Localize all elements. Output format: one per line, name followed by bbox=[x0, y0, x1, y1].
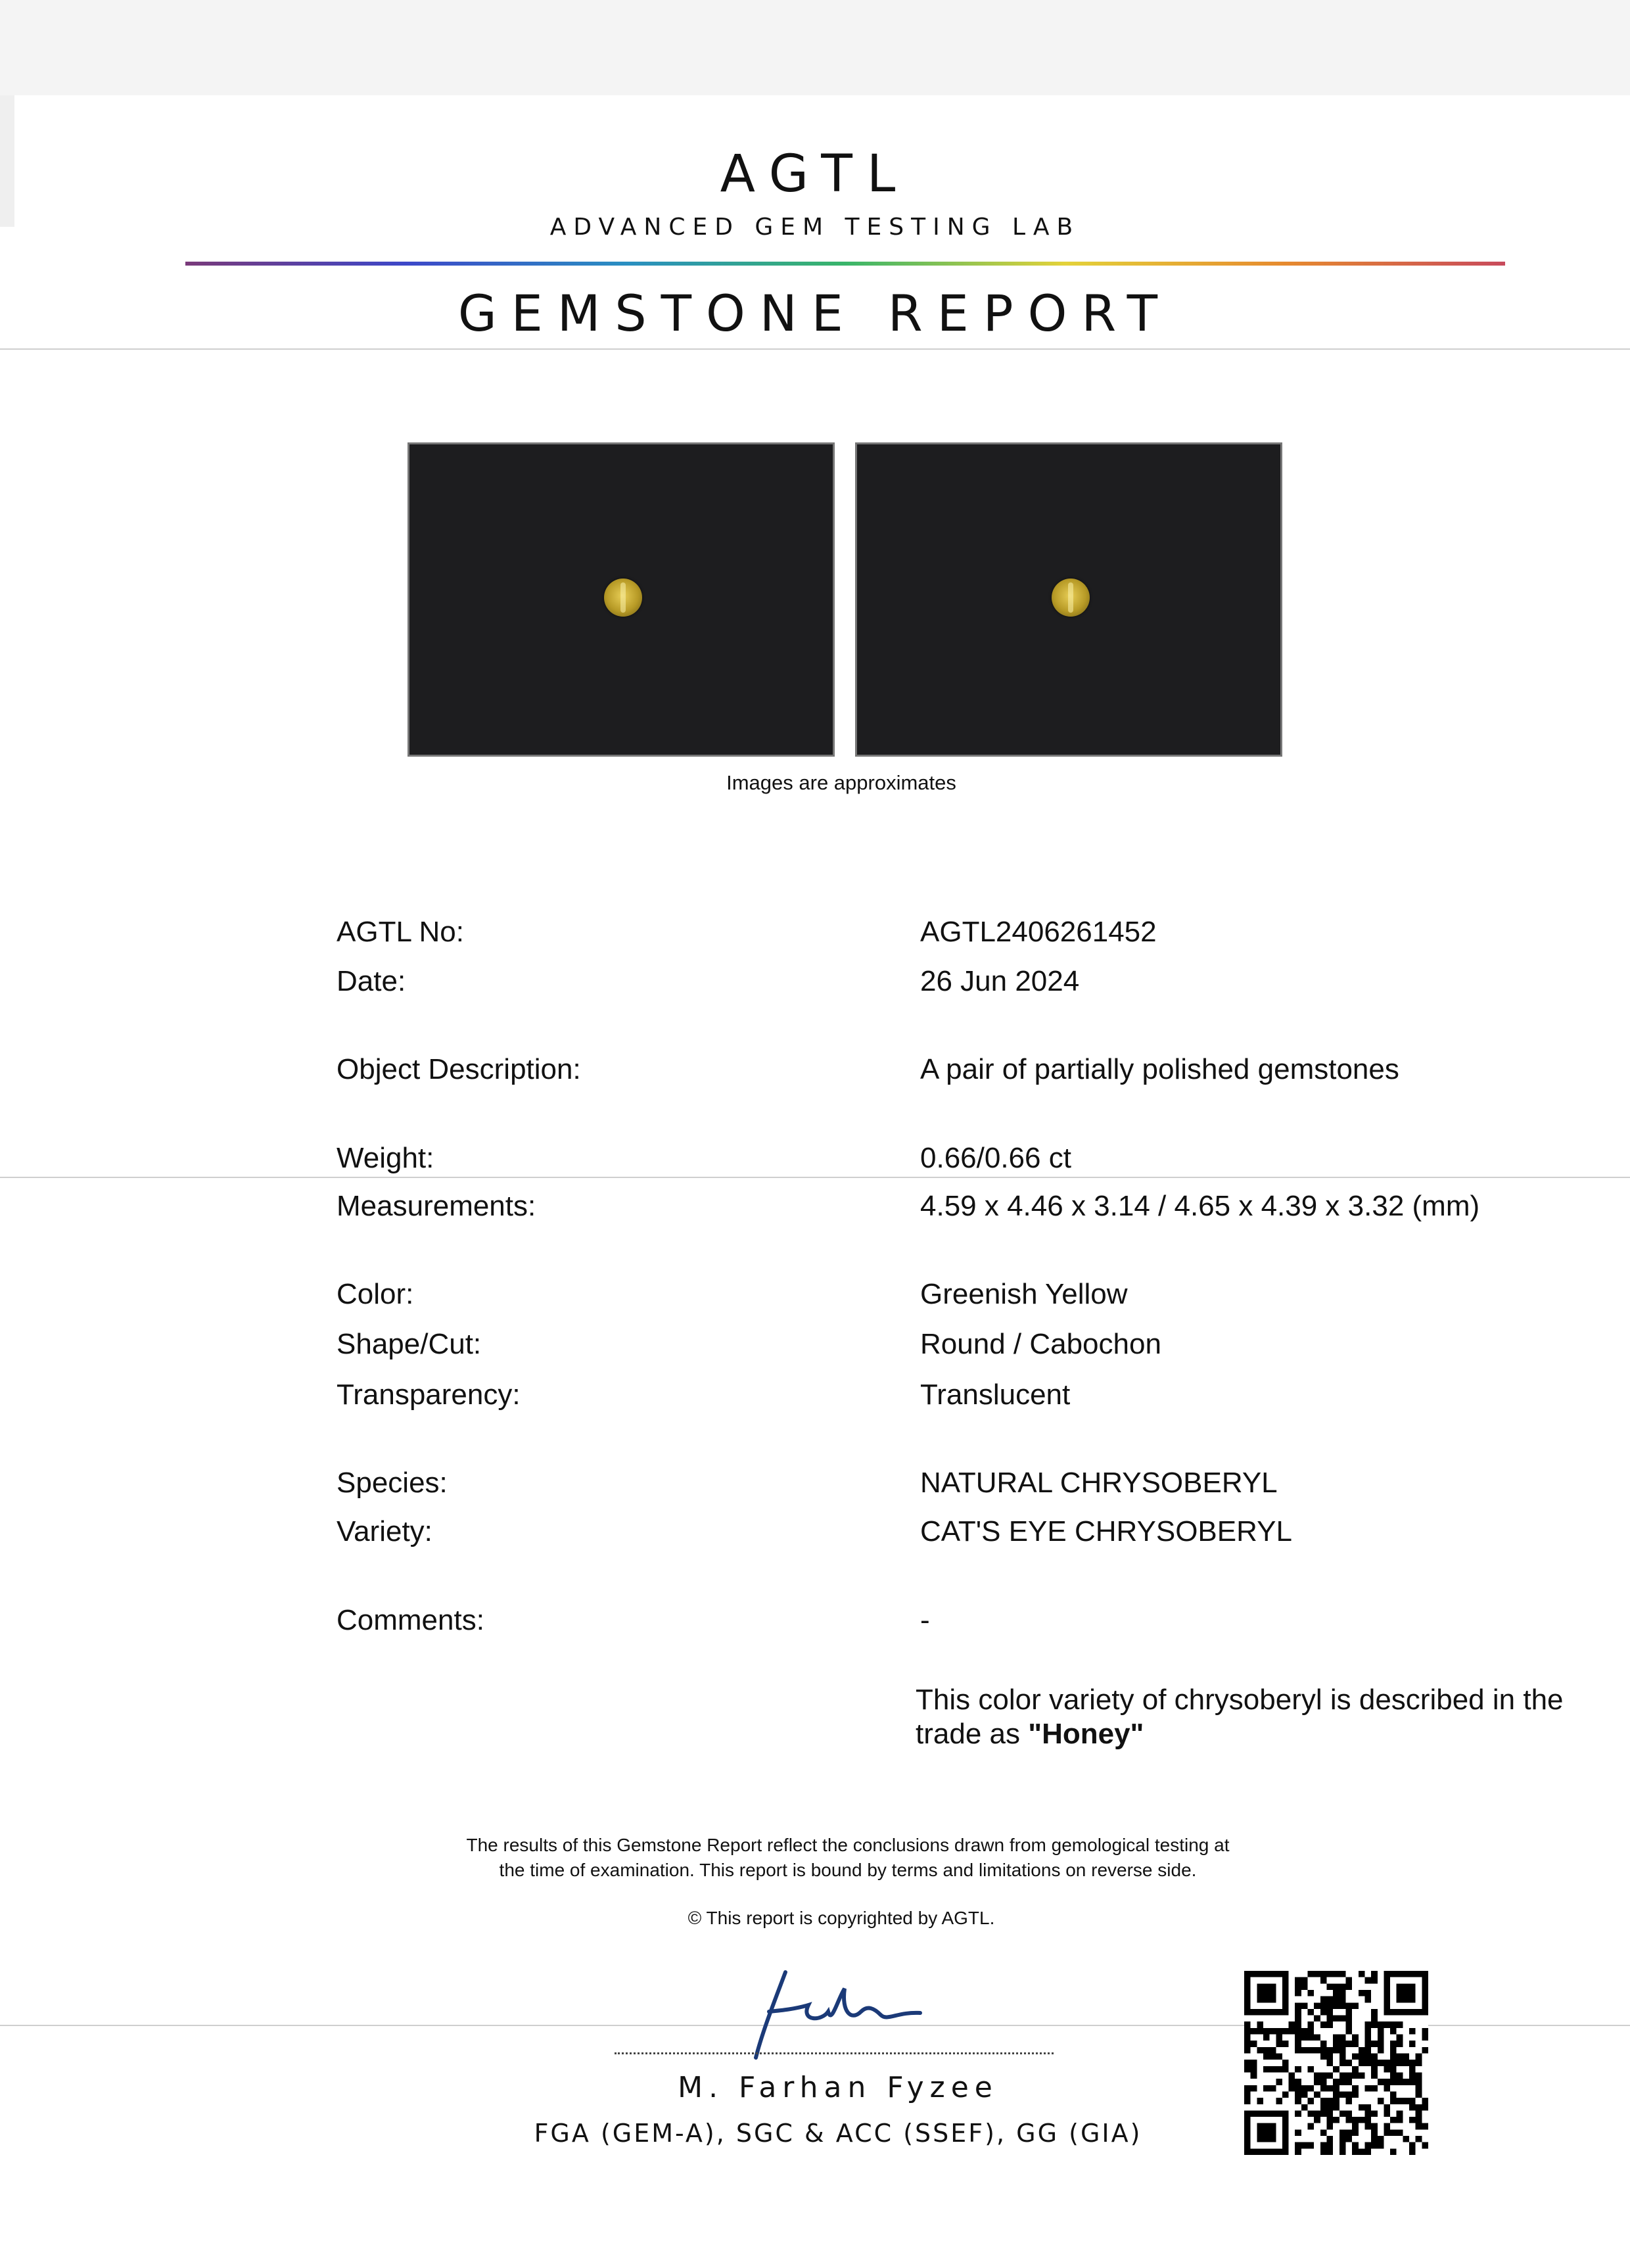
measurements-label: Measurements: bbox=[337, 1190, 536, 1222]
gemstone-1 bbox=[604, 579, 642, 617]
shape-cut-label: Shape/Cut: bbox=[337, 1328, 482, 1360]
qr-code[interactable] bbox=[1244, 1971, 1428, 2155]
date-label: Date: bbox=[337, 965, 406, 997]
measurements-value: 4.59 x 4.46 x 3.14 / 4.65 x 4.39 x 3.32 (mm) bbox=[920, 1190, 1480, 1222]
weight-label: Weight: bbox=[337, 1142, 434, 1174]
signature-line bbox=[615, 2052, 1054, 2054]
rainbow-divider bbox=[185, 262, 1505, 266]
copyright-notice: © This report is copyrighted by AGTL. bbox=[687, 1908, 995, 1928]
gemstone-2 bbox=[1052, 579, 1090, 617]
transparency-value: Translucent bbox=[920, 1379, 1071, 1411]
comments-value: - bbox=[920, 1604, 930, 1636]
disclaimer-line-1: The results of this Gemstone Report reflect the conclusions drawn from gemological testing at bbox=[466, 1835, 1230, 1855]
comment-note-highlight: "Honey" bbox=[1028, 1718, 1144, 1750]
paper-fold-line bbox=[0, 348, 1630, 350]
shape-cut-value: Round / Cabochon bbox=[920, 1328, 1161, 1360]
date-value: 26 Jun 2024 bbox=[920, 965, 1080, 997]
object-description-label: Object Description: bbox=[337, 1053, 581, 1085]
brand-subtitle: ADVANCED GEM TESTING LAB bbox=[549, 214, 1081, 241]
transparency-label: Transparency: bbox=[337, 1379, 521, 1411]
report-title: GEMSTONE REPORT bbox=[457, 284, 1173, 343]
paper-fold-line bbox=[0, 1177, 1630, 1178]
comments-label: Comments: bbox=[337, 1604, 484, 1636]
species-label: Species: bbox=[337, 1467, 448, 1499]
agtl-no-label: AGTL No: bbox=[337, 916, 464, 948]
object-description-value: A pair of partially polished gemstones bbox=[920, 1053, 1399, 1085]
variety-label: Variety: bbox=[337, 1515, 432, 1547]
brand-name: AGTL bbox=[720, 145, 910, 204]
color-value: Greenish Yellow bbox=[920, 1278, 1128, 1310]
gemstone-photo-2 bbox=[855, 442, 1282, 757]
comment-note-text: This color variety of chrysoberyl is described in the trade as bbox=[916, 1684, 1564, 1750]
species-value: NATURAL CHRYSOBERYL bbox=[920, 1467, 1278, 1499]
comment-note bbox=[916, 1683, 1573, 1751]
gemstone-photo-1 bbox=[408, 442, 835, 757]
signer-qualifications: FGA (GEM-A), SGC & ACC (SSEF), GG (GIA) bbox=[534, 2119, 1142, 2148]
weight-value: 0.66/0.66 ct bbox=[920, 1142, 1071, 1174]
scan-top-margin bbox=[0, 0, 1630, 95]
signature-stroke bbox=[756, 1972, 920, 2058]
agtl-no-value: AGTL2406261452 bbox=[920, 916, 1157, 948]
signer-name: M. Farhan Fyzee bbox=[678, 2071, 998, 2104]
disclaimer-line-2: the time of examination. This report is bound by terms and limitations on reverse side. bbox=[499, 1860, 1197, 1880]
color-label: Color: bbox=[337, 1278, 414, 1310]
variety-value: CAT'S EYE CHRYSOBERYL bbox=[920, 1515, 1292, 1547]
disclaimer bbox=[0, 1833, 1630, 1883]
image-caption: Images are approximates bbox=[726, 771, 956, 794]
signature bbox=[723, 1959, 933, 2064]
